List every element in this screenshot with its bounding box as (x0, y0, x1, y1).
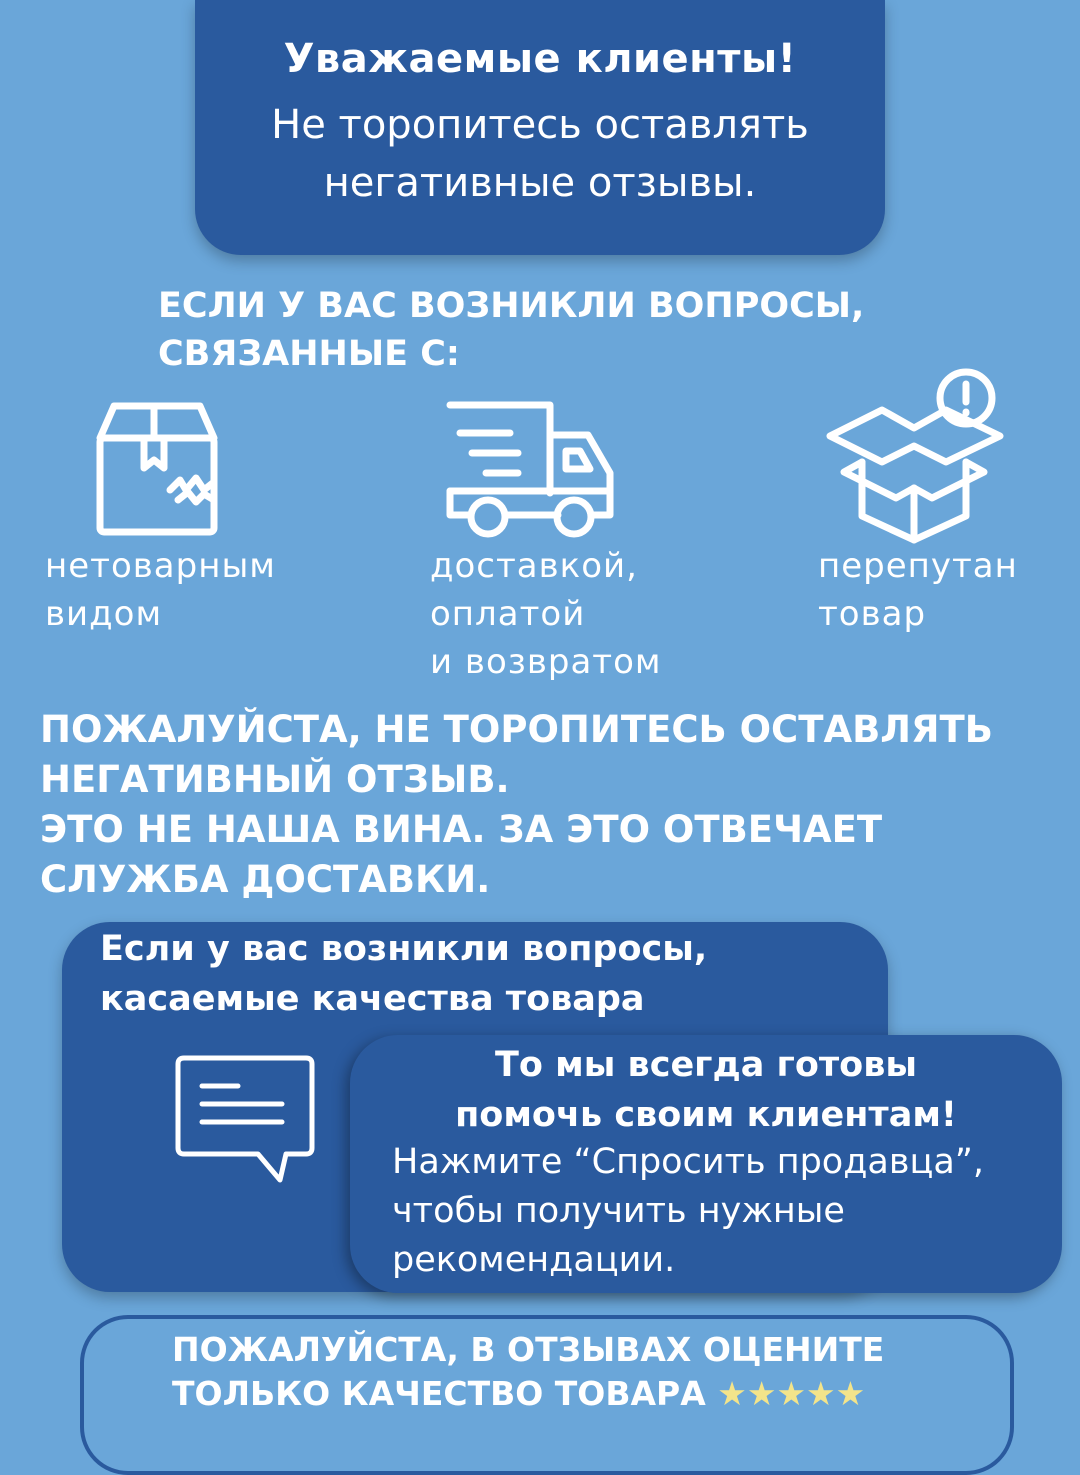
header-card (195, 0, 885, 255)
help-body-line3: рекомендации. (392, 1240, 676, 1280)
header-title: Уважаемые клиенты! (283, 36, 797, 82)
reason-label-appearance: нетоварным видом (45, 546, 276, 634)
help-body (392, 1138, 1060, 1285)
damaged-box-icon (92, 398, 222, 540)
warning-line3: ЭТО НЕ НАША ВИНА. ЗА ЭТО ОТВЕЧАЕТ (40, 808, 883, 851)
delivery-truck-icon (440, 395, 618, 543)
reason-label-wrong-item: перепутан товар (818, 546, 1018, 634)
footer-line1: ПОЖАЛУЙСТА, В ОТЗЫВАХ ОЦЕНИТЕ (172, 1330, 885, 1369)
help-body-line1: Нажмите “Спросить продавца”, (392, 1142, 985, 1182)
warning-line1: ПОЖАЛУЙСТА, НЕ ТОРОПИТЕСЬ ОСТАВЛЯТЬ (40, 708, 993, 751)
questions-heading-line2: СВЯЗАННЫЕ С: (158, 334, 460, 374)
warning-line2: НЕГАТИВНЫЙ ОТЗЫВ. (40, 758, 510, 801)
warning-line4: СЛУЖБА ДОСТАВКИ. (40, 858, 491, 901)
help-title-line2: помочь своим клиентам! (455, 1095, 957, 1135)
questions-heading (158, 282, 1038, 378)
help-title-line1: То мы всегда готовы (495, 1045, 917, 1085)
quality-title-line2: касаемые качества товара (100, 979, 645, 1019)
header-subtitle (195, 96, 885, 212)
footer-text (172, 1328, 1052, 1416)
warning-text (40, 705, 1060, 905)
footer-line2: ТОЛЬКО КАЧЕСТВО ТОВАРА (172, 1374, 706, 1413)
help-body-line2: чтобы получить нужные (392, 1191, 845, 1231)
questions-heading-line1: ЕСЛИ У ВАС ВОЗНИКЛИ ВОПРОСЫ, (158, 286, 865, 326)
quality-title-line1: Если у вас возникли вопросы, (100, 929, 708, 969)
reason-label-delivery: доставкой, оплатой и возвратом (430, 546, 662, 682)
chat-message-icon (172, 1052, 318, 1188)
open-box-alert-icon (824, 366, 1006, 546)
help-title (350, 1040, 1062, 1140)
header-subtitle-line2: негативные отзывы. (323, 160, 757, 206)
rating-stars-icon: ★★★★★ (717, 1374, 866, 1413)
header-subtitle-line1: Не торопитесь оставлять (271, 102, 809, 148)
quality-title (100, 924, 860, 1024)
